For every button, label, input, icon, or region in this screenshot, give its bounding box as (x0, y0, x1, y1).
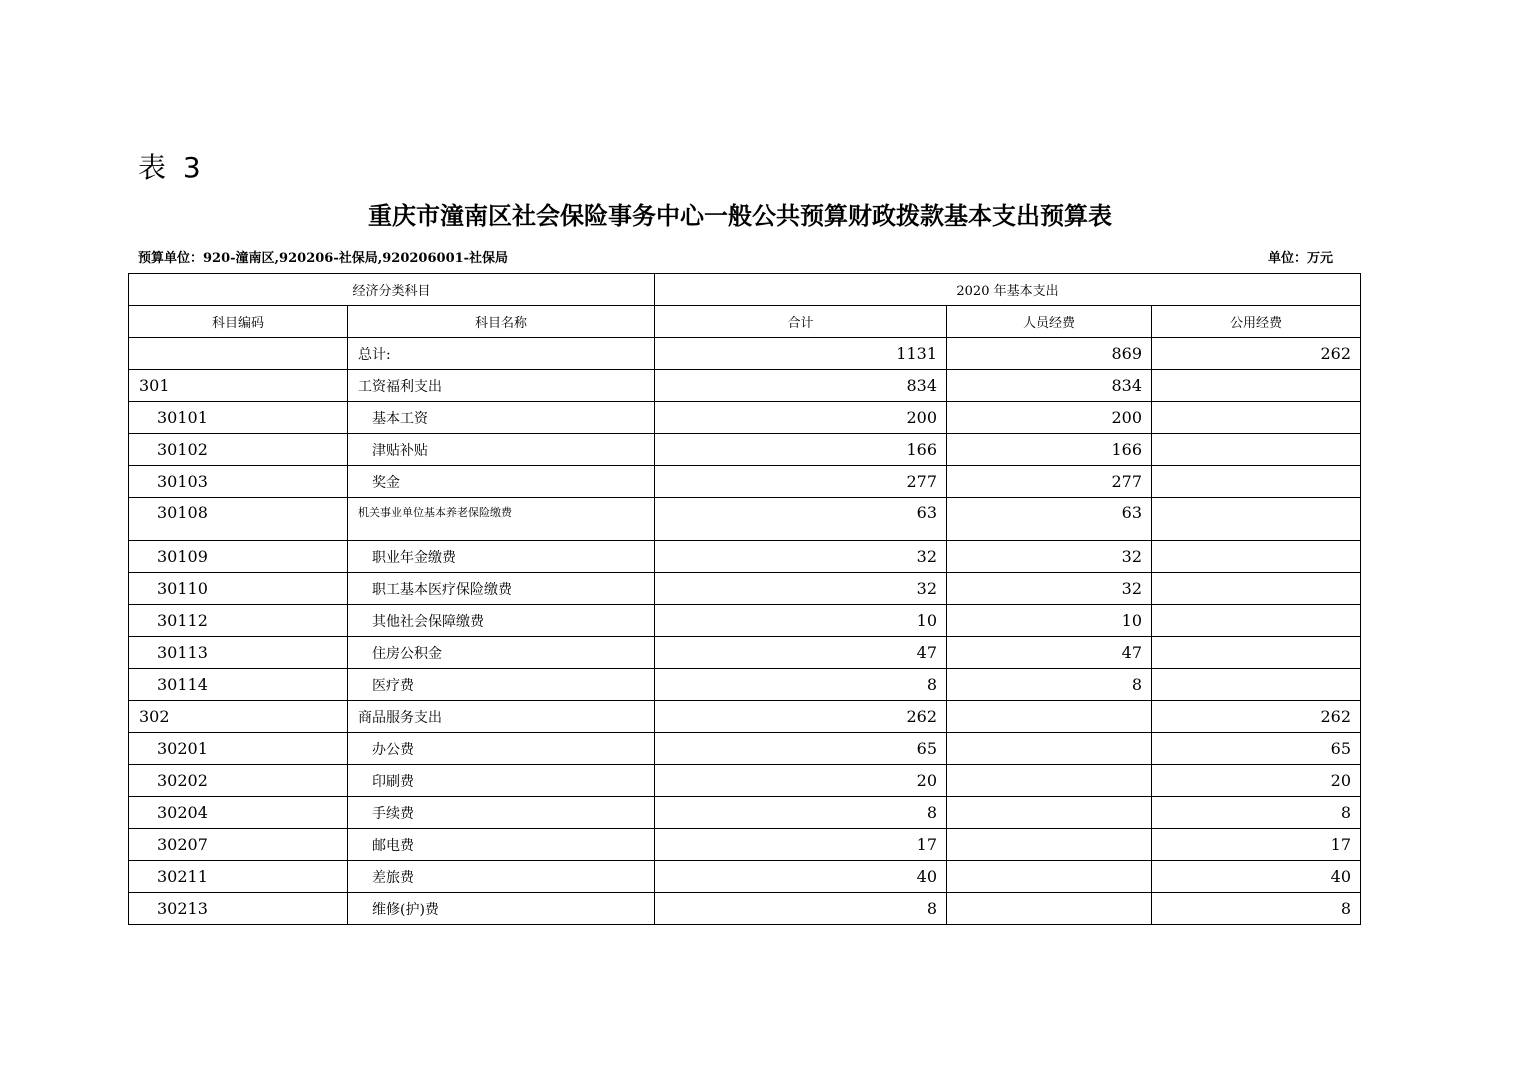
table-row (129, 829, 1361, 861)
total-cell: 32 (655, 541, 947, 573)
personnel-cell (947, 829, 1152, 861)
public-cell: 8 (1152, 893, 1361, 925)
public-cell (1152, 402, 1361, 434)
total-cell: 17 (655, 829, 947, 861)
code-cell: 30112 (129, 605, 348, 637)
total-cell: 20 (655, 765, 947, 797)
table-row (129, 701, 1361, 733)
public-cell: 65 (1152, 733, 1361, 765)
code-cell: 30101 (129, 402, 348, 434)
total-cell: 47 (655, 637, 947, 669)
table-row (129, 541, 1361, 573)
personnel-cell: 63 (947, 498, 1152, 541)
total-cell: 277 (655, 466, 947, 498)
table-row (129, 797, 1361, 829)
public-cell (1152, 573, 1361, 605)
table-row (129, 498, 1361, 541)
code-cell: 302 (129, 701, 348, 733)
personnel-cell: 166 (947, 434, 1152, 466)
total-code-cell (129, 338, 348, 370)
public-cell (1152, 370, 1361, 402)
personnel-cell (947, 701, 1152, 733)
name-cell: 商品服务支出 (348, 701, 655, 733)
code-cell: 30211 (129, 861, 348, 893)
name-cell: 工资福利支出 (348, 370, 655, 402)
code-cell: 30113 (129, 637, 348, 669)
col-header-public: 公用经费 (1152, 306, 1361, 338)
col-header-total: 合计 (655, 306, 947, 338)
name-cell: 机关事业单位基本养老保险缴费 (348, 498, 655, 541)
public-cell (1152, 605, 1361, 637)
personnel-cell: 8 (947, 669, 1152, 701)
personnel-cell (947, 765, 1152, 797)
name-cell: 职业年金缴费 (348, 541, 655, 573)
col-header-name: 科目名称 (348, 306, 655, 338)
name-cell: 维修(护)费 (348, 893, 655, 925)
code-cell: 30202 (129, 765, 348, 797)
public-cell (1152, 541, 1361, 573)
table-row (129, 733, 1361, 765)
table-row (129, 466, 1361, 498)
col-header-code: 科目编码 (129, 306, 348, 338)
name-cell: 住房公积金 (348, 637, 655, 669)
code-cell: 301 (129, 370, 348, 402)
personnel-cell (947, 893, 1152, 925)
total-name-cell: 总计: (348, 338, 655, 370)
public-cell (1152, 498, 1361, 541)
table-row (129, 669, 1361, 701)
personnel-cell: 32 (947, 541, 1152, 573)
personnel-cell (947, 861, 1152, 893)
public-cell (1152, 669, 1361, 701)
code-cell: 30207 (129, 829, 348, 861)
table-row (129, 765, 1361, 797)
personnel-cell: 277 (947, 466, 1152, 498)
table-row (129, 402, 1361, 434)
total-cell: 32 (655, 573, 947, 605)
code-cell: 30213 (129, 893, 348, 925)
total-total-cell: 1131 (655, 338, 947, 370)
name-cell: 邮电费 (348, 829, 655, 861)
header-group-row (129, 274, 1361, 306)
header-columns-row (129, 306, 1361, 338)
table-row (129, 893, 1361, 925)
total-cell: 8 (655, 797, 947, 829)
code-cell: 30114 (129, 669, 348, 701)
personnel-cell: 200 (947, 402, 1152, 434)
code-cell: 30204 (129, 797, 348, 829)
name-cell: 奖金 (348, 466, 655, 498)
name-cell: 办公费 (348, 733, 655, 765)
public-cell: 8 (1152, 797, 1361, 829)
total-cell: 200 (655, 402, 947, 434)
table-row (129, 861, 1361, 893)
name-cell: 职工基本医疗保险缴费 (348, 573, 655, 605)
currency-unit: 单位：万元 (1268, 251, 1334, 266)
personnel-cell (947, 733, 1152, 765)
table-row (129, 637, 1361, 669)
header-group-economic: 经济分类科目 (129, 274, 655, 306)
name-cell: 印刷费 (348, 765, 655, 797)
code-cell: 30108 (129, 498, 348, 541)
total-cell: 65 (655, 733, 947, 765)
name-cell: 医疗费 (348, 669, 655, 701)
public-cell (1152, 434, 1361, 466)
total-cell: 8 (655, 669, 947, 701)
personnel-cell: 32 (947, 573, 1152, 605)
total-cell: 8 (655, 893, 947, 925)
personnel-cell: 10 (947, 605, 1152, 637)
public-cell (1152, 637, 1361, 669)
personnel-cell (947, 797, 1152, 829)
total-row (129, 338, 1361, 370)
table-row (129, 434, 1361, 466)
total-cell: 40 (655, 861, 947, 893)
name-cell: 其他社会保障缴费 (348, 605, 655, 637)
page-title: 重庆市潼南区社会保险事务中心一般公共预算财政拨款基本支出预算表 (368, 201, 1112, 230)
code-cell: 30103 (129, 466, 348, 498)
personnel-cell: 47 (947, 637, 1152, 669)
total-cell: 63 (655, 498, 947, 541)
table-row (129, 573, 1361, 605)
code-cell: 30102 (129, 434, 348, 466)
total-cell: 10 (655, 605, 947, 637)
code-cell: 30110 (129, 573, 348, 605)
table-row (129, 370, 1361, 402)
public-cell: 262 (1152, 701, 1361, 733)
public-cell: 17 (1152, 829, 1361, 861)
table-label: 表 3 (138, 151, 205, 184)
personnel-cell: 834 (947, 370, 1152, 402)
total-cell: 166 (655, 434, 947, 466)
header-group-basic-expense: 2020 年基本支出 (655, 274, 1361, 306)
total-public-cell: 262 (1152, 338, 1361, 370)
col-header-personnel: 人员经费 (947, 306, 1152, 338)
total-personnel-cell: 869 (947, 338, 1152, 370)
public-cell: 40 (1152, 861, 1361, 893)
budget-table (128, 273, 1361, 925)
budget-unit: 预算单位：920-潼南区,920206-社保局,920206001-社保局 (138, 251, 509, 266)
total-cell: 262 (655, 701, 947, 733)
total-cell: 834 (655, 370, 947, 402)
public-cell: 20 (1152, 765, 1361, 797)
table-row (129, 605, 1361, 637)
name-cell: 差旅费 (348, 861, 655, 893)
public-cell (1152, 466, 1361, 498)
name-cell: 手续费 (348, 797, 655, 829)
name-cell: 津贴补贴 (348, 434, 655, 466)
name-cell: 基本工资 (348, 402, 655, 434)
code-cell: 30109 (129, 541, 348, 573)
code-cell: 30201 (129, 733, 348, 765)
